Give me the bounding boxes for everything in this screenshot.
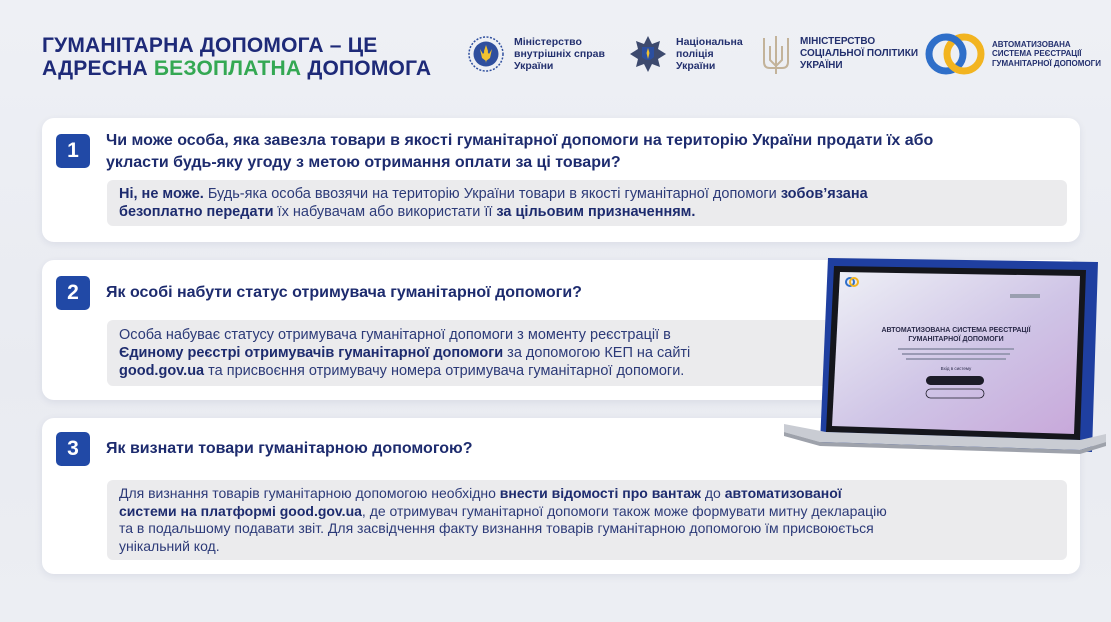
logo-text-line: СОЦІАЛЬНОЇ ПОЛІТИКИ [800, 48, 919, 59]
card-number: 3 [56, 432, 90, 466]
logo-text-line: АВТОМАТИЗОВАНА [992, 39, 1071, 49]
laptop-screen-title: АВТОМАТИЗОВАНА СИСТЕМА РЕЄСТРАЦІЇ [881, 327, 1031, 334]
answer-text: , де отримувач гуманітарної допомоги також може формувати митну декларацію [361, 502, 887, 519]
question-line: Чи може особа, яка завезла товари в якості гуманітарної допомоги на територію України продати їх або [106, 132, 934, 149]
question-line: укласти будь-яку угоду з метою отримання оплати за ці товари? [106, 154, 621, 171]
logo-mvs [466, 34, 605, 74]
logo-text-line: України [514, 60, 554, 72]
logo-system-text [992, 40, 1101, 69]
answer-bold: безоплатно передати [119, 204, 274, 220]
laptop-illustration [780, 256, 1110, 456]
logo-police-text [676, 36, 743, 72]
title-text: ДОПОМОГА [301, 57, 432, 80]
page-title [42, 34, 431, 80]
logo-police [628, 34, 743, 74]
logo-text-line: Міністерство [514, 36, 582, 48]
answer-text: та присвоєння отримувачу номера отримувача гуманітарної допомоги. [204, 363, 685, 379]
card-number: 1 [56, 134, 90, 168]
answer-bold: внести відомості про вантаж [499, 485, 701, 501]
answer-text: та в подальшому подавати звіт. Для засвідчення факту визнання товарів гуманітарною допомогою їм присвоюється [119, 520, 874, 536]
card-question: Як особі набути статус отримувача гуманітарної допомоги? [106, 284, 582, 301]
logo-mvs-text [514, 36, 605, 72]
logo-text-line: УКРАЇНИ [800, 60, 843, 71]
logo-text-line: України [676, 60, 716, 72]
answer-text: за допомогою КЕП на сайті [503, 345, 691, 361]
answer-bold: зобов’язана [780, 186, 868, 202]
page-title-line2 [42, 57, 431, 80]
answer-bold: автоматизованої [724, 485, 842, 501]
answer-bold: за цільовим призначенням. [496, 204, 696, 220]
title-text: АДРЕСНА [42, 57, 154, 80]
answer-bold: good.gov.ua [119, 363, 205, 379]
answer-bold: системи на платформі good.gov.ua [119, 502, 362, 519]
card-answer [107, 480, 1067, 560]
logo-system [924, 30, 1101, 78]
card-number: 2 [56, 276, 90, 310]
logo-text-line: ГУМАНІТАРНОЇ ДОПОМОГИ [992, 58, 1101, 68]
answer-bold: Ні, не може. [119, 186, 204, 202]
logo-text-line: Національна [676, 36, 743, 48]
card-answer [107, 180, 1067, 226]
answer-text: Для визнання товарів гуманітарною допомогою необхідно [119, 485, 500, 501]
police-star-icon [628, 34, 668, 74]
title-highlight: БЕЗОПЛАТНА [153, 57, 302, 80]
page-title-line1: ГУМАНІТАРНА ДОПОМОГА – ЦЕ [42, 34, 378, 57]
logo-text-line: поліція [676, 48, 714, 60]
card-answer [107, 320, 842, 386]
answer-bold: Єдиному реєстрі отримувачів гуманітарної допомоги [119, 345, 504, 361]
mvs-emblem-icon [466, 34, 506, 74]
system-rings-icon [924, 30, 986, 78]
laptop-login-label: Вхід в систему [940, 366, 972, 371]
logo-text-line: СИСТЕМА РЕЄСТРАЦІЇ [992, 49, 1082, 59]
logo-text-line: внутрішніх справ [514, 48, 605, 60]
card-question: Як визнати товари гуманітарною допомогою? [106, 440, 473, 457]
trident-icon [760, 32, 792, 76]
logo-text-line: МІНІСТЕРСТВО [800, 36, 876, 47]
laptop-screen-title: ГУМАНІТАРНОЇ ДОПОМОГИ [908, 336, 1004, 343]
answer-text: до [700, 485, 725, 501]
answer-text: Особа набуває статусу отримувача гуманітарної допомоги з моменту реєстрації в [119, 327, 671, 343]
logo-msp-text [800, 36, 918, 72]
logo-msp [760, 32, 918, 76]
answer-text: унікальний код. [119, 537, 220, 554]
card-question [106, 130, 933, 174]
answer-text: Будь-яка особа ввозячи на територію України товари в якості гуманітарної допомоги [203, 186, 781, 202]
faq-card-1 [42, 118, 1080, 242]
answer-text: їх набувачам або використати її [273, 204, 497, 220]
